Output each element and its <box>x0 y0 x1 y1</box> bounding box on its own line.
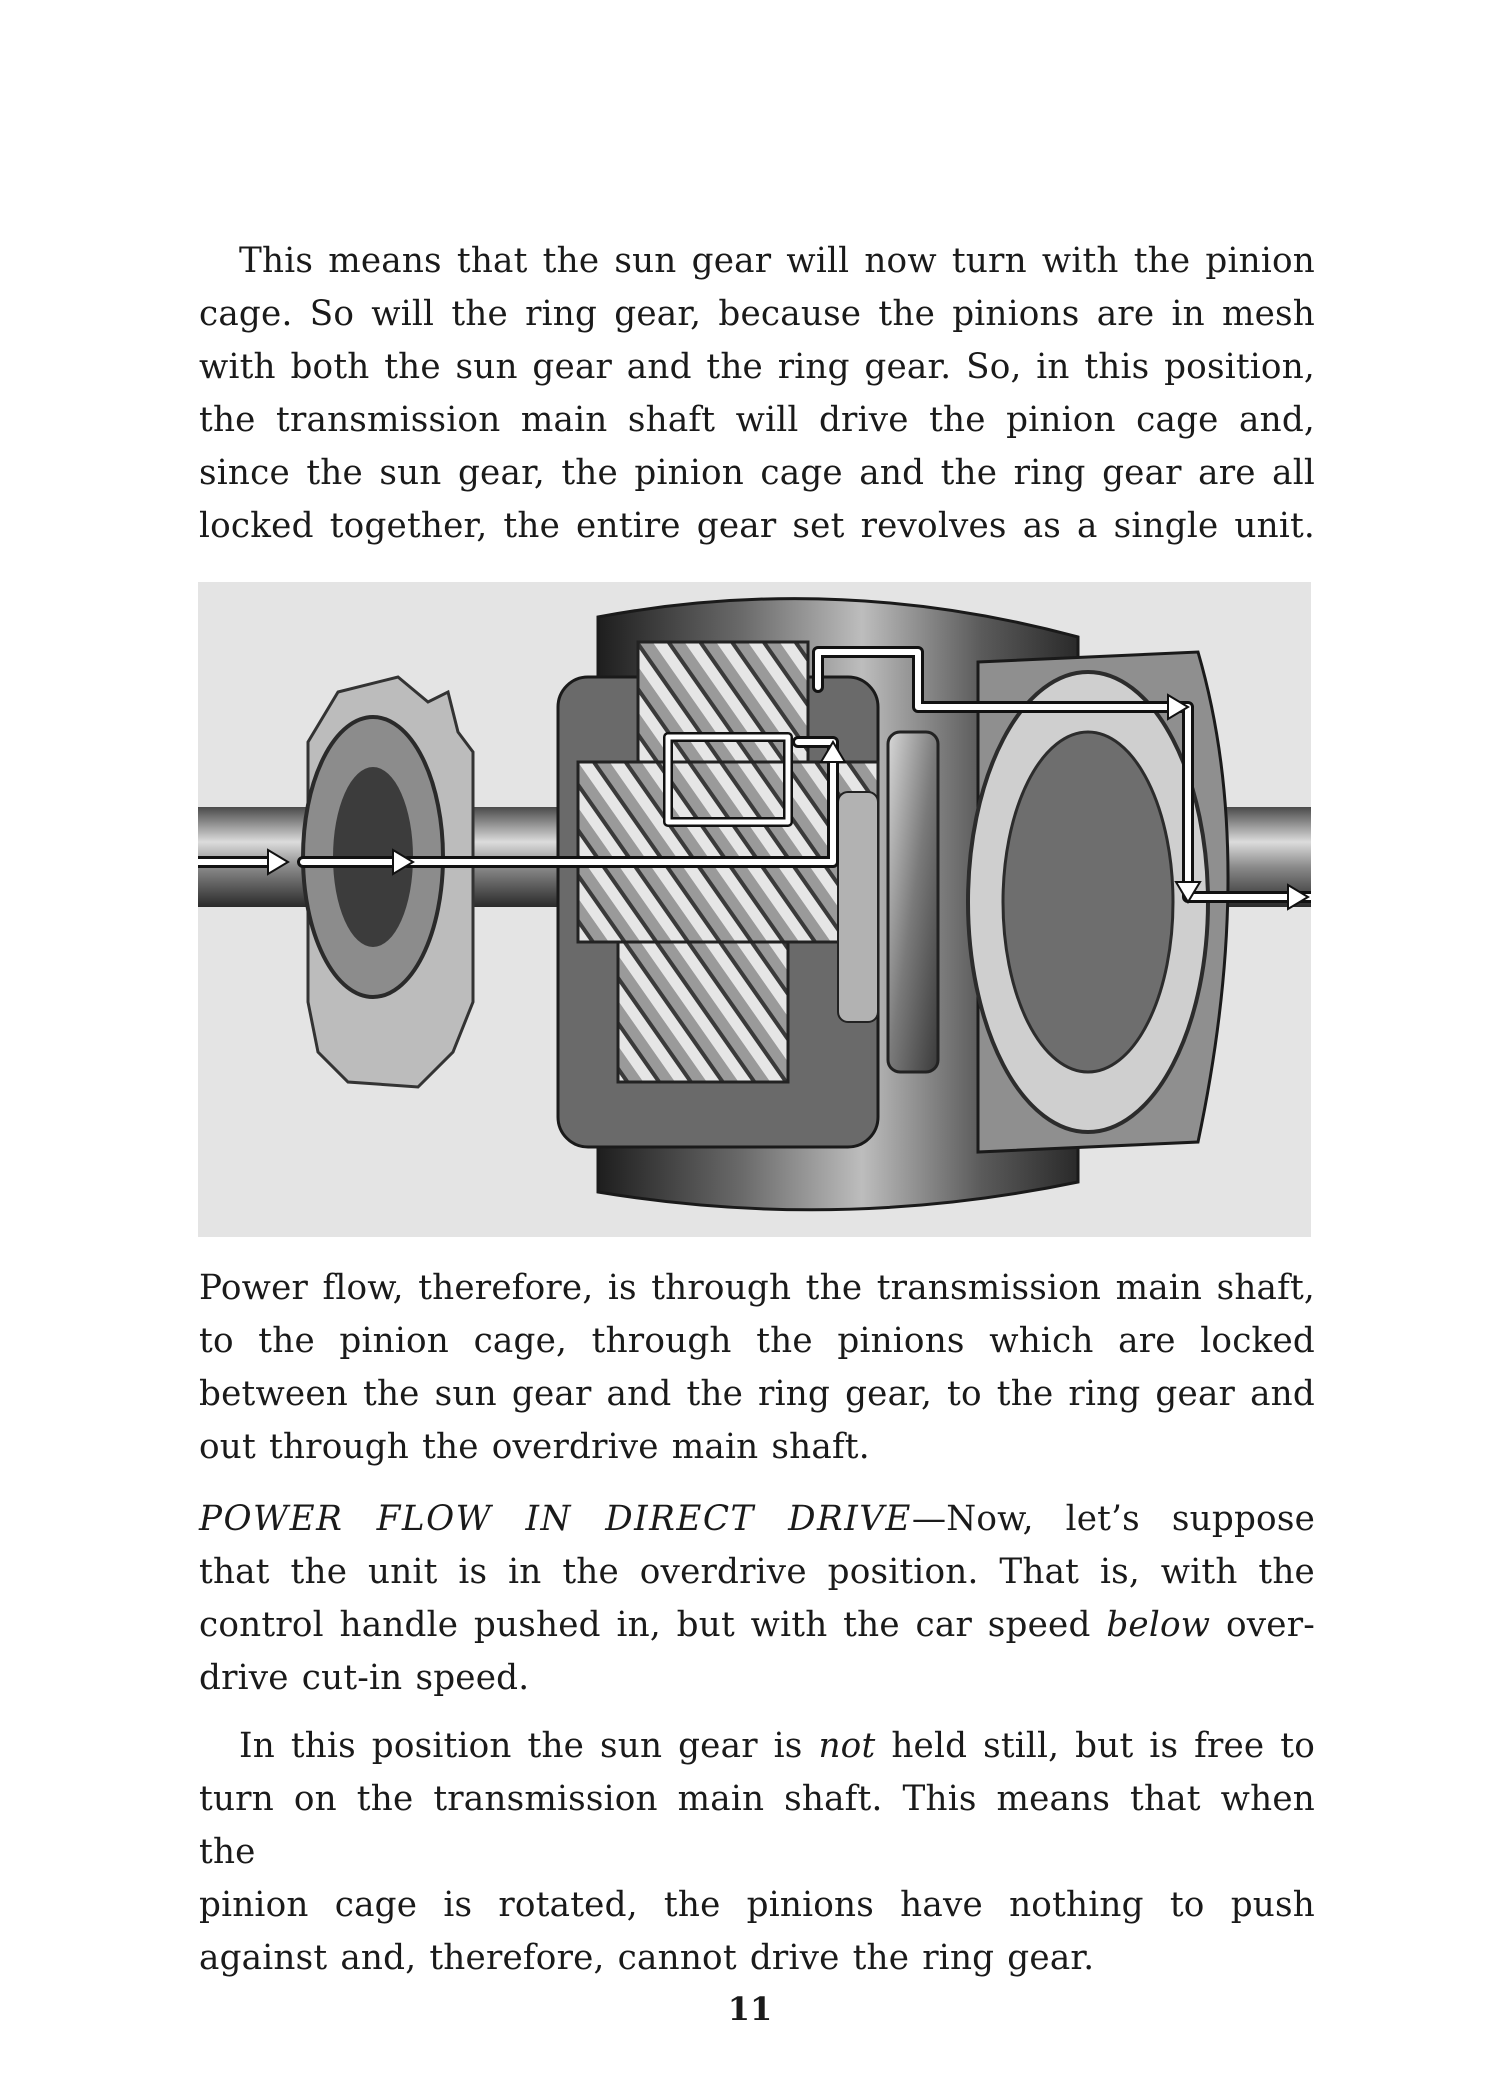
text-line: locked together, the entire gear set revolves as a single unit. <box>199 506 1315 546</box>
text-line: cage. So will the ring gear, because the pinions are in mesh <box>199 294 1315 334</box>
text-line: Power flow, therefore, is through the transmission main shaft, <box>199 1268 1315 1308</box>
text-line: out through the overdrive main shaft. <box>199 1427 870 1467</box>
paragraph-1 <box>199 235 1315 553</box>
text-line: turn on the transmission main shaft. This means that when the <box>199 1779 1315 1872</box>
text-line <box>199 1599 1315 1652</box>
text-run: Now, let’s suppose <box>946 1499 1315 1539</box>
text-run: control handle pushed in, but with the car speed <box>199 1605 1107 1645</box>
text-line: that the unit is in the overdrive position. That is, with the <box>199 1552 1315 1592</box>
text-line: the transmission main shaft will drive the pinion cage and, <box>199 400 1315 440</box>
text-line: against and, therefore, cannot drive the ring gear. <box>199 1938 1095 1978</box>
text-run: held still, but is free to <box>875 1726 1315 1766</box>
text-line <box>199 1493 1315 1546</box>
text-line: between the sun gear and the ring gear, to the ring gear and <box>199 1374 1315 1414</box>
overdrive-gearset-illustration <box>198 582 1311 1237</box>
text-line: since the sun gear, the pinion cage and the ring gear are all <box>199 453 1315 493</box>
text-run: over- <box>1210 1605 1316 1645</box>
text-run: In this position the sun gear is <box>239 1726 819 1766</box>
text-line: pinion cage is rotated, the pinions have nothing to push <box>199 1885 1315 1925</box>
text-line: to the pinion cage, through the pinions which are locked <box>199 1321 1315 1361</box>
page-number: 11 <box>727 1990 773 2028</box>
section-heading: POWER FLOW IN DIRECT DRIVE <box>199 1499 912 1539</box>
emphasis: below <box>1106 1605 1211 1645</box>
pinion-lower <box>618 942 788 1082</box>
text-line: drive cut-in speed. <box>199 1658 530 1698</box>
paragraph-4 <box>199 1720 1315 1985</box>
text-line <box>199 1720 1315 1773</box>
em-dash: — <box>911 1499 947 1539</box>
text-line: with both the sun gear and the ring gear. So, in this position, <box>199 347 1315 387</box>
text-line: This means that the sun gear will now turn with the pinion <box>239 241 1315 281</box>
emphasis: not <box>818 1726 876 1766</box>
paragraph-2 <box>199 1262 1315 1474</box>
paragraph-3 <box>199 1493 1315 1705</box>
